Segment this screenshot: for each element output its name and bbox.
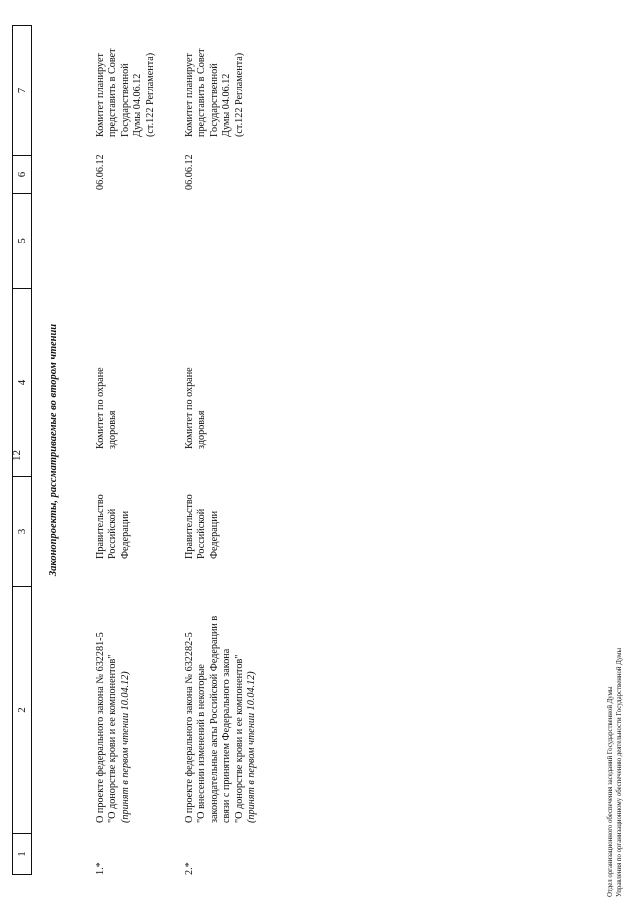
row-1-remarks bbox=[95, 17, 157, 137]
row-1-committee-line: здоровья bbox=[107, 410, 119, 449]
row-1-remarks-line: (ст.122 Регламента) bbox=[144, 52, 156, 137]
row-2-author-line: Федерации bbox=[208, 510, 220, 559]
row-2-title-line: законодательные акты Российской Федерации в bbox=[208, 615, 220, 823]
row-1-title-line: О проекте федерального закона № 632281-5 bbox=[95, 632, 106, 823]
row-1-date: 06.06.12 bbox=[95, 154, 106, 190]
footer-line-2: Управления по организационному обеспечению деятельности Государственной Думы bbox=[616, 647, 623, 897]
row-2-remarks-line: Думы 04.06.12 bbox=[221, 73, 233, 137]
section-title: Законопроекты, рассматриваемые во втором чтении bbox=[48, 323, 59, 577]
header-col-7: 7 bbox=[16, 87, 28, 94]
header-col-4: 4 bbox=[13, 288, 31, 476]
row-2-title-line: связи с принятием Федерального закона bbox=[221, 648, 233, 823]
row-2-date: 06.06.12 bbox=[184, 154, 195, 190]
row-1-committee bbox=[95, 309, 120, 449]
table-header bbox=[12, 25, 32, 875]
row-2-committee bbox=[184, 309, 209, 449]
row-2-author-line: Правительство bbox=[184, 494, 195, 559]
row-1-author-line: Российской bbox=[107, 508, 119, 559]
row-2-remarks-line: Комитет планирует bbox=[184, 53, 195, 137]
page-number: 12 bbox=[11, 450, 23, 461]
row-1-title bbox=[95, 573, 132, 823]
row-2-number: 2.* bbox=[184, 862, 195, 875]
row-1-author-line: Федерации bbox=[119, 510, 131, 559]
row-1-remarks-line: Думы 04.06.12 bbox=[132, 73, 144, 137]
row-2-remarks-line: Государственной bbox=[208, 63, 220, 137]
page-footer bbox=[606, 648, 624, 897]
row-2-remarks-line: представить в Совет bbox=[196, 48, 208, 137]
row-2-title bbox=[184, 563, 258, 823]
header-col-3: 3 bbox=[13, 476, 31, 586]
header-col-2: 2 bbox=[13, 586, 31, 833]
row-2-author-line: Российской bbox=[196, 508, 208, 559]
footer-line-1: Отдел организационного обеспечения заседаний Государственной Думы bbox=[607, 686, 614, 897]
row-1-remarks-line: Комитет планирует bbox=[95, 53, 106, 137]
row-2-remarks-line: (ст.122 Регламента) bbox=[233, 52, 245, 137]
header-col-1: 1 bbox=[13, 833, 31, 874]
header-col-6: 6 bbox=[13, 155, 31, 193]
row-2-committee-line: здоровья bbox=[196, 410, 208, 449]
row-2-author bbox=[184, 459, 221, 559]
row-1-remarks-line: Государственной bbox=[119, 63, 131, 137]
row-2-remarks bbox=[184, 17, 246, 137]
row-1-number: 1.* bbox=[95, 862, 106, 875]
row-2-title-line: "О внесении изменений в некоторые bbox=[196, 664, 208, 823]
row-1-title-line: "О донорстве крови и ее компонентов" bbox=[107, 654, 119, 823]
row-2-note: (принят в первом чтении 10.04.12) bbox=[246, 671, 258, 823]
row-1-author bbox=[95, 459, 132, 559]
row-1-author-line: Правительство bbox=[95, 494, 106, 559]
header-col-5: 5 bbox=[13, 193, 31, 288]
row-1-remarks-line: представить в Совет bbox=[107, 48, 119, 137]
row-2-title-line: О проекте федерального закона № 632282-5 bbox=[184, 632, 195, 823]
row-1-committee-line: Комитет по охране bbox=[95, 367, 106, 449]
row-1-note: (принят в первом чтении 10.04.12) bbox=[119, 671, 131, 823]
row-2-committee-line: Комитет по охране bbox=[184, 367, 195, 449]
row-2-title-line: "О донорстве крови и ее компонентов" bbox=[233, 654, 245, 823]
